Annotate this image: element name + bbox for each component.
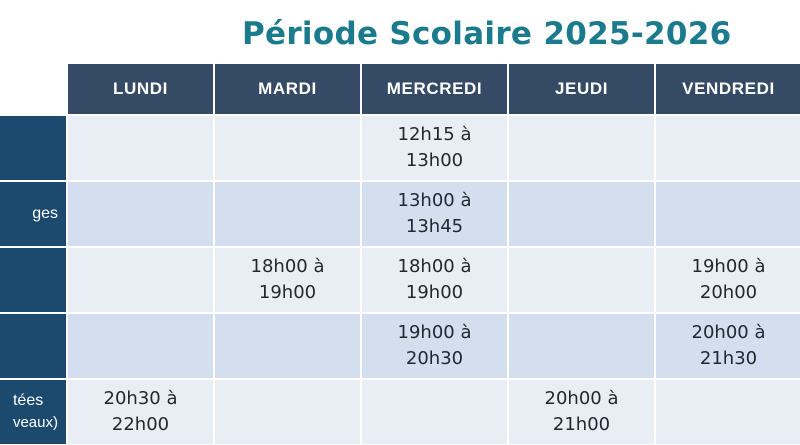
cell-line1: 20h00 à <box>544 388 619 409</box>
cell-line1: 20h30 à <box>103 388 178 409</box>
cell-line1: 19h00 à <box>691 256 766 277</box>
cell-line2: 22h00 <box>111 414 170 435</box>
table-cell <box>215 380 360 444</box>
schedule-table <box>0 64 800 444</box>
table-cell <box>215 314 360 378</box>
table-cell <box>509 116 654 180</box>
table-cell <box>362 116 507 180</box>
row-sublabel-text: veaux) <box>12 414 58 431</box>
table-cell <box>509 314 654 378</box>
row-label <box>0 182 66 246</box>
cell-line2: 13h00 <box>405 150 464 171</box>
cell-line1: 19h00 à <box>397 322 472 343</box>
table-cell <box>656 380 800 444</box>
table-cell <box>509 380 654 444</box>
cell-line1: 18h00 à <box>250 256 325 277</box>
table-cell <box>656 314 800 378</box>
cell-line1: 13h00 à <box>397 190 472 211</box>
header-corner <box>0 64 66 114</box>
cell-line2: 20h30 <box>405 348 464 369</box>
header-day-mercredi: MERCREDI <box>362 64 507 114</box>
row-label <box>0 380 66 444</box>
row-label-text: ges <box>32 205 58 222</box>
cell-line1: 20h00 à <box>691 322 766 343</box>
table-cell <box>509 182 654 246</box>
header-day-vendredi: VENDREDI <box>656 64 800 114</box>
cell-line2: 21h30 <box>699 348 758 369</box>
table-cell <box>68 380 213 444</box>
cell-line2: 21h00 <box>552 414 611 435</box>
header-day-lundi: LUNDI <box>68 64 213 114</box>
table-cell <box>68 248 213 312</box>
table-cell <box>362 248 507 312</box>
page-title: Période Scolaire 2025-2026 <box>242 16 732 52</box>
table-cell <box>362 380 507 444</box>
table-cell <box>362 314 507 378</box>
cell-line2: 19h00 <box>405 282 464 303</box>
table-cell <box>68 314 213 378</box>
cell-line2: 13h45 <box>405 216 464 237</box>
table-cell <box>215 182 360 246</box>
table-cell <box>656 182 800 246</box>
table-cell <box>215 248 360 312</box>
table-cell <box>215 116 360 180</box>
row-label <box>0 116 66 180</box>
cell-line2: 20h00 <box>699 282 758 303</box>
row-label <box>0 248 66 312</box>
header-day-mardi: MARDI <box>215 64 360 114</box>
cell-line1: 12h15 à <box>397 124 472 145</box>
row-label <box>0 314 66 378</box>
table-cell <box>656 116 800 180</box>
header-day-jeudi: JEUDI <box>509 64 654 114</box>
table-cell <box>68 182 213 246</box>
cell-line1: 18h00 à <box>397 256 472 277</box>
row-label-text: tées <box>12 392 44 409</box>
table-cell <box>509 248 654 312</box>
cell-line2: 19h00 <box>258 282 317 303</box>
table-cell <box>68 116 213 180</box>
table-cell <box>362 182 507 246</box>
table-cell <box>656 248 800 312</box>
